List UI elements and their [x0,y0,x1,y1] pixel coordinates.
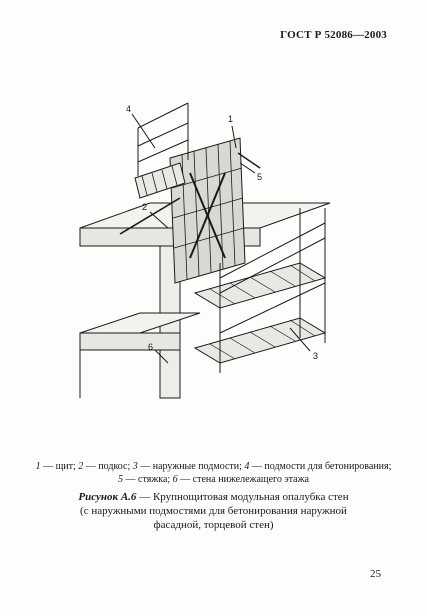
standard-header: ГОСТ Р 52086—2003 [280,29,387,41]
outer-platform-lower [195,318,325,363]
formwork-panel [170,138,245,283]
legend-item-6: 6 — стена нижележащего этажа [172,474,309,485]
lower-slab [80,313,200,333]
caption-line-1: — Крупнощитовая модульная опалубка стен [136,491,349,503]
caption-label: Рисунок А.6 [78,491,137,503]
callout-3: 3 [313,351,319,361]
caption-line-2: (с наружными подмостями для бетонирования наружной [80,505,347,517]
callout-6: 6 [148,342,154,352]
figure-caption [30,490,397,532]
legend-item-2: 2 — подкос; [78,461,133,472]
legend-item-3: 3 — наружные подмости; [132,461,245,472]
legend-item-4: 4 — подмости для бетонирования; [244,461,392,472]
callout-5: 5 [257,172,263,182]
legend-item-1: 1 — щит; [35,461,79,472]
formwork-figure [60,88,380,418]
callout-4: 4 [126,104,132,114]
caption-line-3: фасадной, торцевой стен) [153,519,274,531]
callout-2: 2 [142,202,148,212]
legend-item-5: 5 — стяжка; [118,474,173,485]
page-number: 25 [370,568,381,580]
formwork-drawing [60,88,380,418]
figure-legend [18,460,409,486]
callout-1: 1 [228,114,234,124]
